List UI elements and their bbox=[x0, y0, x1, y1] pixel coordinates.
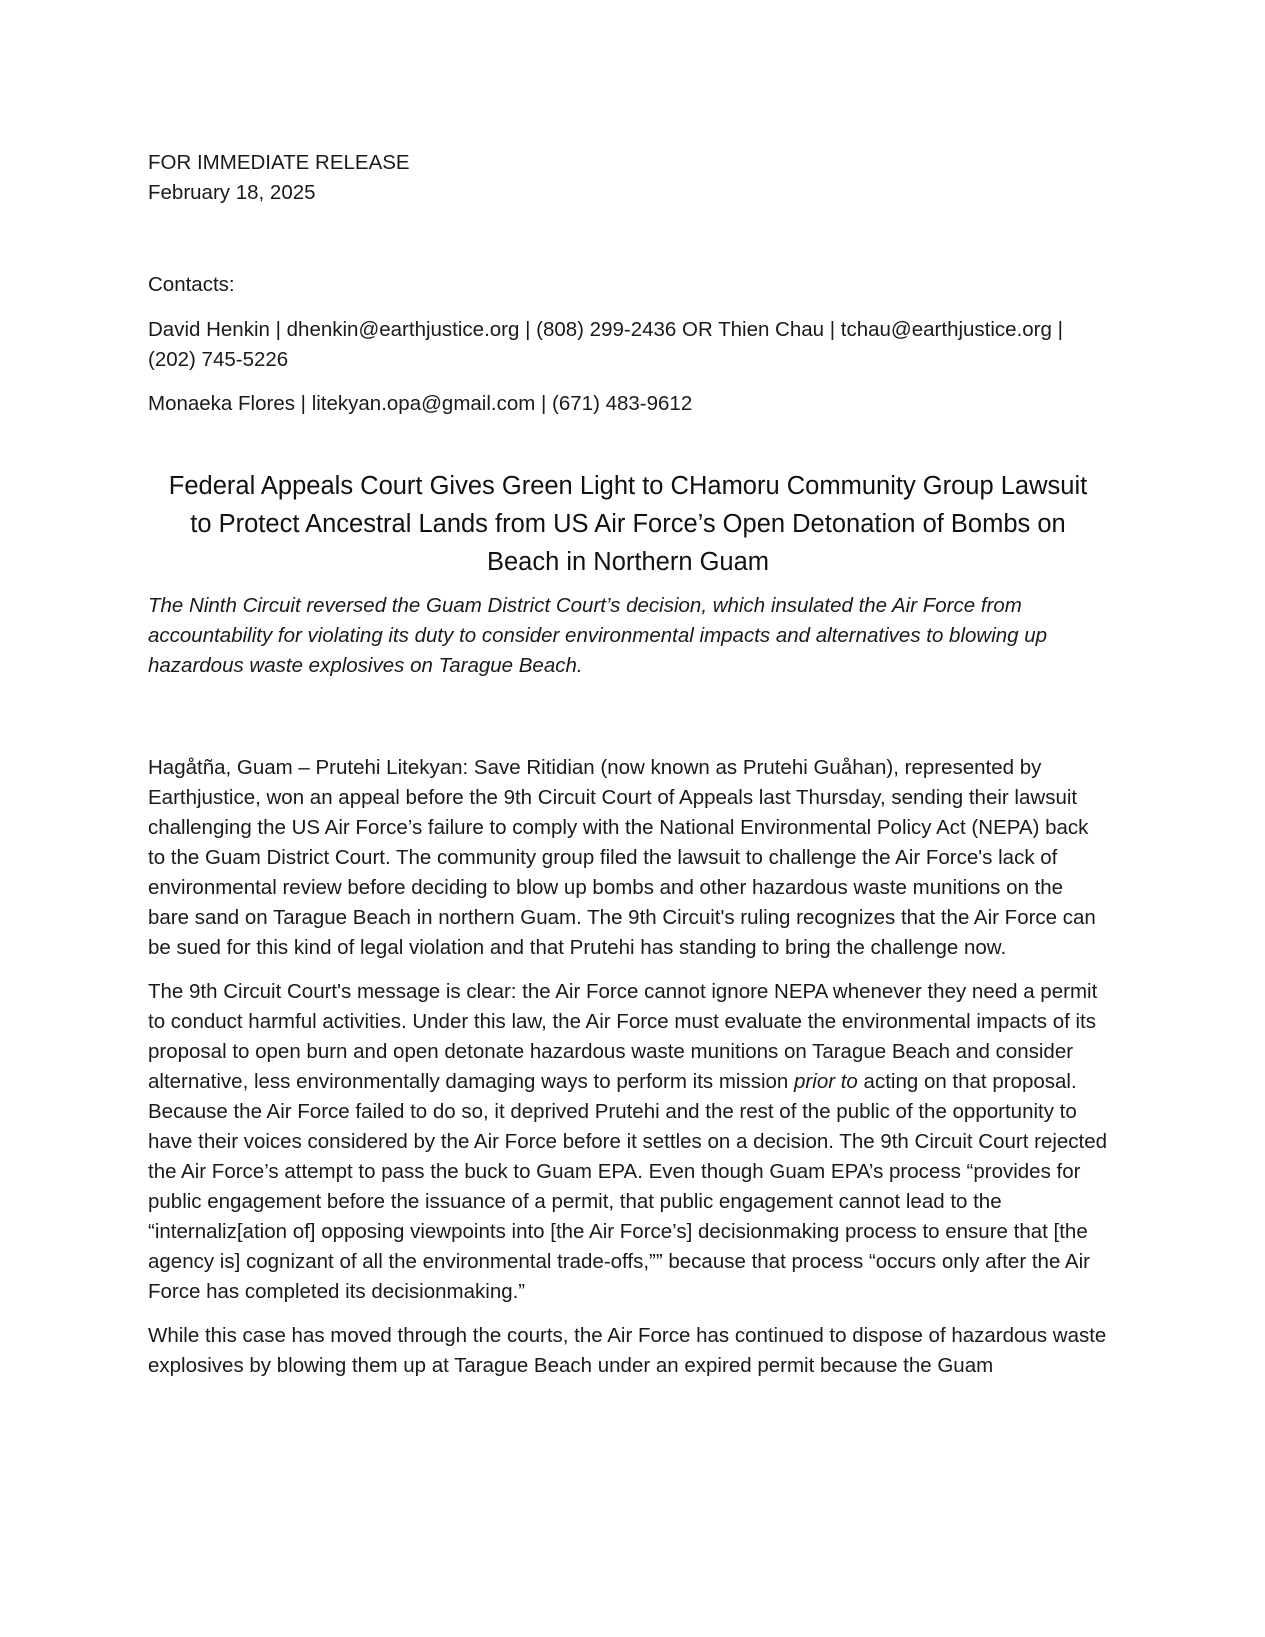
subheadline: The Ninth Circuit reversed the Guam District Court’s decision, which insulated the Air Force from accountability for violating its duty to consider environmental impacts and alternatives to blowing up hazardous waste explosives on Tarague Beach. bbox=[148, 594, 1048, 677]
press-release-page bbox=[148, 148, 1108, 1395]
body-paragraph-3: While this case has moved through the courts, the Air Force has continued to dispose of hazardous waste explosives by blowing them up at Tarague Beach under an expired permit because the Guam bbox=[148, 1324, 1107, 1377]
body-paragraph-2-text-b: acting on that proposal. Because the Air Force failed to do so, it deprived Prutehi and the rest of the public of the opportunity to have their voices considered by the Air Force before it settles on a decision. The 9th Circuit Court rejected the Air Force’s attempt to pass the buck to Guam EPA. Even though Guam EPA’s process “provides for public engagement before the issuance of a permit, that public engagement cannot lead to the “internaliz[ation of] opposing viewpoints into [the Air Force’s] decisionmaking process to ensure that [the agency is] cognizant of all the environmental trade-offs,”” because that process “occurs only after the Air Force has completed its decisionmaking.” bbox=[148, 1070, 1108, 1303]
body-paragraph-2 bbox=[148, 977, 1108, 1307]
body-paragraph-1: Hagåtña, Guam – Prutehi Litekyan: Save Ritidian (now known as Prutehi Guåhan), represented by Earthjustice, won an appeal before the 9th Circuit Court of Appeals last Thursday, sending their lawsuit challenging the US Air Force’s failure to comply with the National Environmental Policy Act (NEPA) back to the Guam District Court. The community group filed the lawsuit to challenge the Air Force's lack of environmental review before deciding to blow up bombs and other hazardous waste munitions on the bare sand on Tarague Beach in northern Guam. The 9th Circuit's ruling recognizes that the Air Force can be sued for this kind of legal violation and that Prutehi has standing to bring the challenge now. bbox=[148, 756, 1096, 959]
contact-line-flores: Monaeka Flores | litekyan.opa@gmail.com | (671) 483-9612 bbox=[148, 392, 693, 415]
contacts-label: Contacts: bbox=[148, 273, 235, 296]
body-paragraph-2-text-a: The 9th Circuit Court's message is clear: the Air Force cannot ignore NEPA whenever they need a permit to conduct harmful activities. Under this law, the Air Force must evaluate the environmental impacts of its proposal to open burn and open detonate hazardous waste munitions on Tarague Beach and consider alternative, less environmentally damaging ways to perform its mission bbox=[148, 980, 1098, 1093]
release-label: FOR IMMEDIATE RELEASE bbox=[148, 151, 410, 174]
headline: Federal Appeals Court Gives Green Light to CHamoru Community Group Lawsuit to Protect Ancestral Lands from US Air Force’s Open Detonation of Bombs on Beach in Northern Guam bbox=[168, 472, 1088, 576]
contact-line-henkin-chau: David Henkin | dhenkin@earthjustice.org | (808) 299-2436 OR Thien Chau | tchau@earthjustice.org | (202) 745-5226 bbox=[148, 318, 1063, 371]
release-header bbox=[148, 148, 1108, 208]
release-date: February 18, 2025 bbox=[148, 181, 316, 204]
body-paragraph-2-emphasis: prior to bbox=[794, 1070, 858, 1093]
